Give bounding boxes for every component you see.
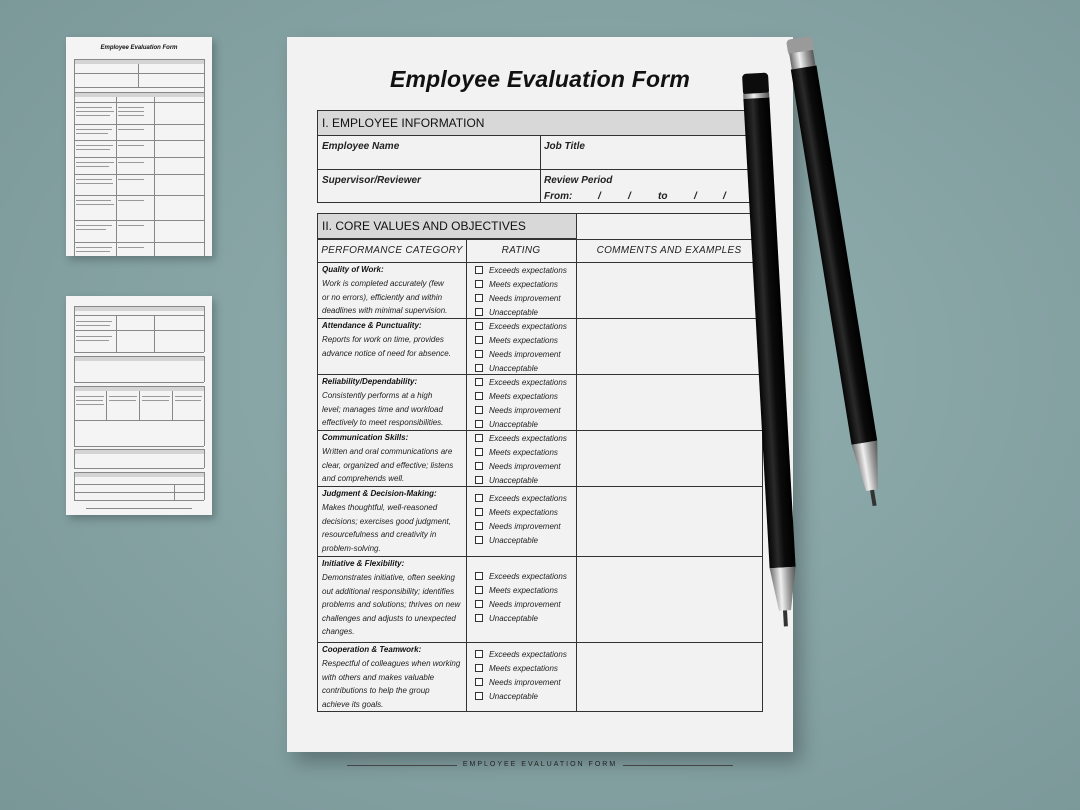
rating-option-label: Meets expectations [489, 664, 558, 673]
rating-option-label: Exceeds expectations [489, 378, 567, 387]
category-description-line: contributions to help the group [322, 686, 430, 696]
rating-option-label: Unacceptable [489, 420, 538, 429]
category-description-line: Work is completed accurately (few [322, 279, 444, 288]
rating-option-label: Needs improvement [489, 600, 561, 609]
to-label: to [658, 191, 668, 202]
rating-option-label: Needs improvement [489, 678, 561, 687]
pen-tip [783, 610, 788, 626]
category-description-line: level; manages time and workload [322, 404, 443, 414]
category-title: Attendance & Punctuality: [322, 321, 422, 330]
category-description-line: with others and makes valuable [322, 672, 435, 682]
rating-option-label: Exceeds expectations [489, 434, 567, 443]
date-slash: / [598, 191, 601, 202]
pen-top [742, 73, 769, 96]
page-title: Employee Evaluation Form [389, 66, 691, 92]
category-title: Initiative & Flexibility: [322, 559, 405, 568]
supervisor-field[interactable]: Supervisor/Reviewer [322, 175, 421, 186]
pen-barrel [743, 98, 795, 569]
category-description-line: clear, organized and effective; listens [322, 460, 454, 470]
rating-option-label: Unacceptable [489, 364, 538, 373]
rating-option-label: Meets expectations [489, 448, 558, 457]
pen-tip [870, 490, 877, 506]
pen-left [742, 73, 799, 628]
category-title: Judgment & Decision-Making: [322, 489, 437, 498]
rating-option-label: Exceeds expectations [489, 494, 567, 503]
category-description-line: Consistently performs at a high [322, 391, 433, 400]
employee-name-field[interactable]: Employee Name [322, 141, 400, 152]
rating-option-label: Meets expectations [489, 508, 558, 517]
category-description-line: problems and solutions; thrives on new [322, 600, 461, 610]
rating-option-label: Exceeds expectations [489, 650, 567, 659]
pen-cone [770, 567, 798, 611]
category-description-line: resourcefulness and creativity in [322, 530, 437, 540]
category-title: Reliability/Dependability: [322, 377, 418, 386]
thumbnail-title: Employee Evaluation Form [100, 45, 178, 51]
category-description-line: deadlines with minimal supervision. [322, 306, 448, 316]
rating-option-label: Needs improvement [489, 406, 561, 415]
category-description-line: problem-solving. [322, 543, 381, 553]
rating-option-label: Exceeds expectations [489, 572, 567, 581]
rating-option-label: Needs improvement [489, 462, 561, 471]
pen-barrel [791, 65, 877, 444]
category-description-line: Written and oral communications are [322, 447, 453, 456]
review-period-label: Review Period [544, 175, 613, 186]
rating-option-label: Unacceptable [489, 692, 538, 701]
category-title: Communication Skills: [322, 433, 409, 442]
pen-right [786, 36, 887, 508]
rating-option-label: Exceeds expectations [489, 322, 567, 331]
rating-option-label: Needs improvement [489, 522, 561, 531]
section-heading: II. CORE VALUES AND OBJECTIVES [318, 214, 577, 239]
pen-cone [852, 441, 885, 493]
category-description-line: Reports for work on time, provides [322, 335, 444, 344]
category-description-line: effectively to meet responsibilities. [322, 418, 444, 428]
category-description-line: out additional responsibility; identifies [322, 586, 455, 596]
rating-option-label: Meets expectations [489, 336, 558, 345]
date-slash: / [694, 191, 697, 202]
date-slash: / [628, 191, 631, 202]
category-description-line: changes. [322, 627, 355, 637]
category-description-line: achieve its goals. [322, 699, 384, 709]
category-description-line: advance notice of need for absence. [322, 348, 451, 358]
rating-option-label: Needs improvement [489, 350, 561, 359]
category-description-line: Makes thoughtful, well-reasoned [322, 503, 438, 512]
rating-option-label: Unacceptable [489, 536, 538, 545]
category-description-line: Demonstrates initiative, often seeking [322, 573, 455, 582]
date-slash: / [723, 191, 726, 202]
from-label: From: [544, 191, 573, 202]
category-title: Quality of Work: [322, 265, 384, 274]
rating-option-label: Needs improvement [489, 294, 561, 303]
rating-option-label: Meets expectations [489, 280, 558, 289]
page-footer: EMPLOYEE EVALUATION FORM [462, 761, 618, 768]
rating-option-label: Unacceptable [489, 476, 538, 485]
rating-option-label: Exceeds expectations [489, 266, 567, 275]
category-description-line: Respectful of colleagues when working [322, 659, 461, 668]
rating-option-label: Meets expectations [489, 392, 558, 401]
column-header-rating: RATING [501, 245, 541, 256]
column-header-category: PERFORMANCE CATEGORY [321, 245, 463, 256]
rating-option-label: Meets expectations [489, 586, 558, 595]
category-description-line: decisions; exercises good judgment, [322, 516, 451, 526]
column-header-comments: COMMENTS AND EXAMPLES [596, 245, 742, 256]
category-description-line: challenges and adjusts to unexpected [322, 613, 456, 623]
job-title-field[interactable]: Job Title [544, 141, 585, 152]
rating-option-label: Unacceptable [489, 308, 538, 317]
section-heading: I. EMPLOYEE INFORMATION [318, 111, 762, 136]
category-description-line: or no errors), efficiently and within [322, 292, 443, 302]
rating-option-label: Unacceptable [489, 614, 538, 623]
category-description-line: and comprehends well. [322, 474, 405, 484]
category-title: Cooperation & Teamwork: [322, 645, 422, 654]
